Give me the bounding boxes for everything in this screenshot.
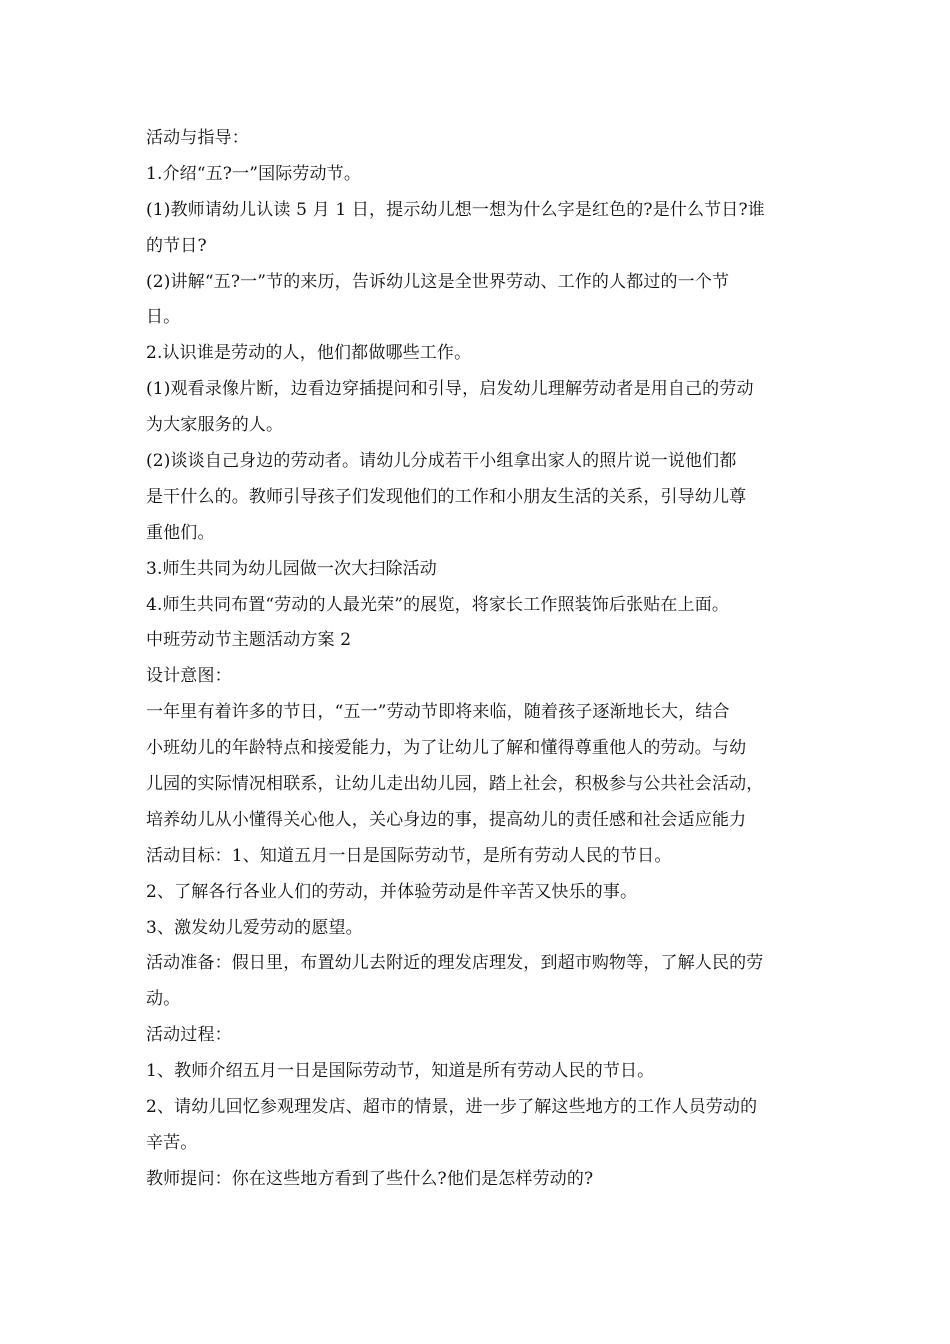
text-line: 动。 [146,989,181,1010]
text-line: (2)谈谈自己身边的劳动者。请幼儿分成若干小组拿出家人的照片说一说他们都 [146,451,737,472]
text-line: 的节日? [146,235,207,256]
text-line: (1)观看录像片断，边看边穿插提问和引导，启发幼儿理解劳动者是用自己的劳动 [146,379,754,400]
text-line: 1、教师介绍五月一日是国际劳动节，知道是所有劳动人民的节日。 [146,1061,655,1082]
text-line: 日。 [146,307,181,328]
text-line: 活动过程： [146,1025,232,1046]
section-heading: 中班劳动节主题活动方案 2 [146,630,352,651]
text-line: 活动与指导： [146,128,249,148]
text-line: (1)教师请幼儿认读 5 月 1 日，提示幼儿想一想为什么字是红色的?是什么节日?谁 [146,199,765,220]
text-line: 是干什么的。教师引导孩子们发现他们的工作和小朋友生活的关系，引导幼儿尊 [146,486,747,507]
text-line: 3、激发幼儿爱劳动的愿望。 [146,917,363,938]
text-line: 一年里有着许多的节日，“五一”劳动节即将来临，随着孩子逐渐地长大，结合 [146,702,730,723]
text-line: 辛苦。 [146,1132,198,1153]
text-line: 设计意图： [146,666,232,687]
text-line: 儿园的实际情况相联系，让幼儿走出幼儿园，踏上社会，积极参与公共社会活动， [146,774,764,795]
text-line: 4.师生共同布置“劳动的人最光荣”的展览，将家长工作照装饰后张贴在上面。 [146,594,729,615]
text-line: 2.认识谁是劳动的人，他们都做哪些工作。 [146,343,472,364]
text-line: 2、请幼儿回忆参观理发店、超市的情景，进一步了解这些地方的工作人员劳动的 [146,1097,758,1118]
text-line: 培养幼儿从小懂得关心他人，关心身边的事，提高幼儿的责任感和社会适应能力 [146,809,747,830]
text-line: 教师提问：你在这些地方看到了些什么?他们是怎样劳动的? [146,1168,594,1189]
text-line: 重他们。 [146,522,215,543]
text-line: (2)讲解“五?一”节的来历，告诉幼儿这是全世界劳动、工作的人都过的一个节 [146,271,730,292]
text-line: 为大家服务的人。 [146,415,284,436]
text-line: 活动目标：1、知道五月一日是国际劳动节，是所有劳动人民的节日。 [146,845,672,866]
text-line: 小班幼儿的年龄特点和接爱能力，为了让幼儿了解和懂得尊重他人的劳动。与幼 [146,738,747,759]
text-line: 1.介绍“五?一”国际劳动节。 [146,163,361,184]
text-line: 3.师生共同为幼儿园做一次大扫除活动 [146,558,437,579]
document-body [146,121,810,1198]
text-line: 活动准备：假日里，布置幼儿去附近的理发店理发，到超市购物等，了解人民的劳 [146,953,764,974]
text-line: 2、了解各行各业人们的劳动，并体验劳动是件辛苦又快乐的事。 [146,881,638,902]
